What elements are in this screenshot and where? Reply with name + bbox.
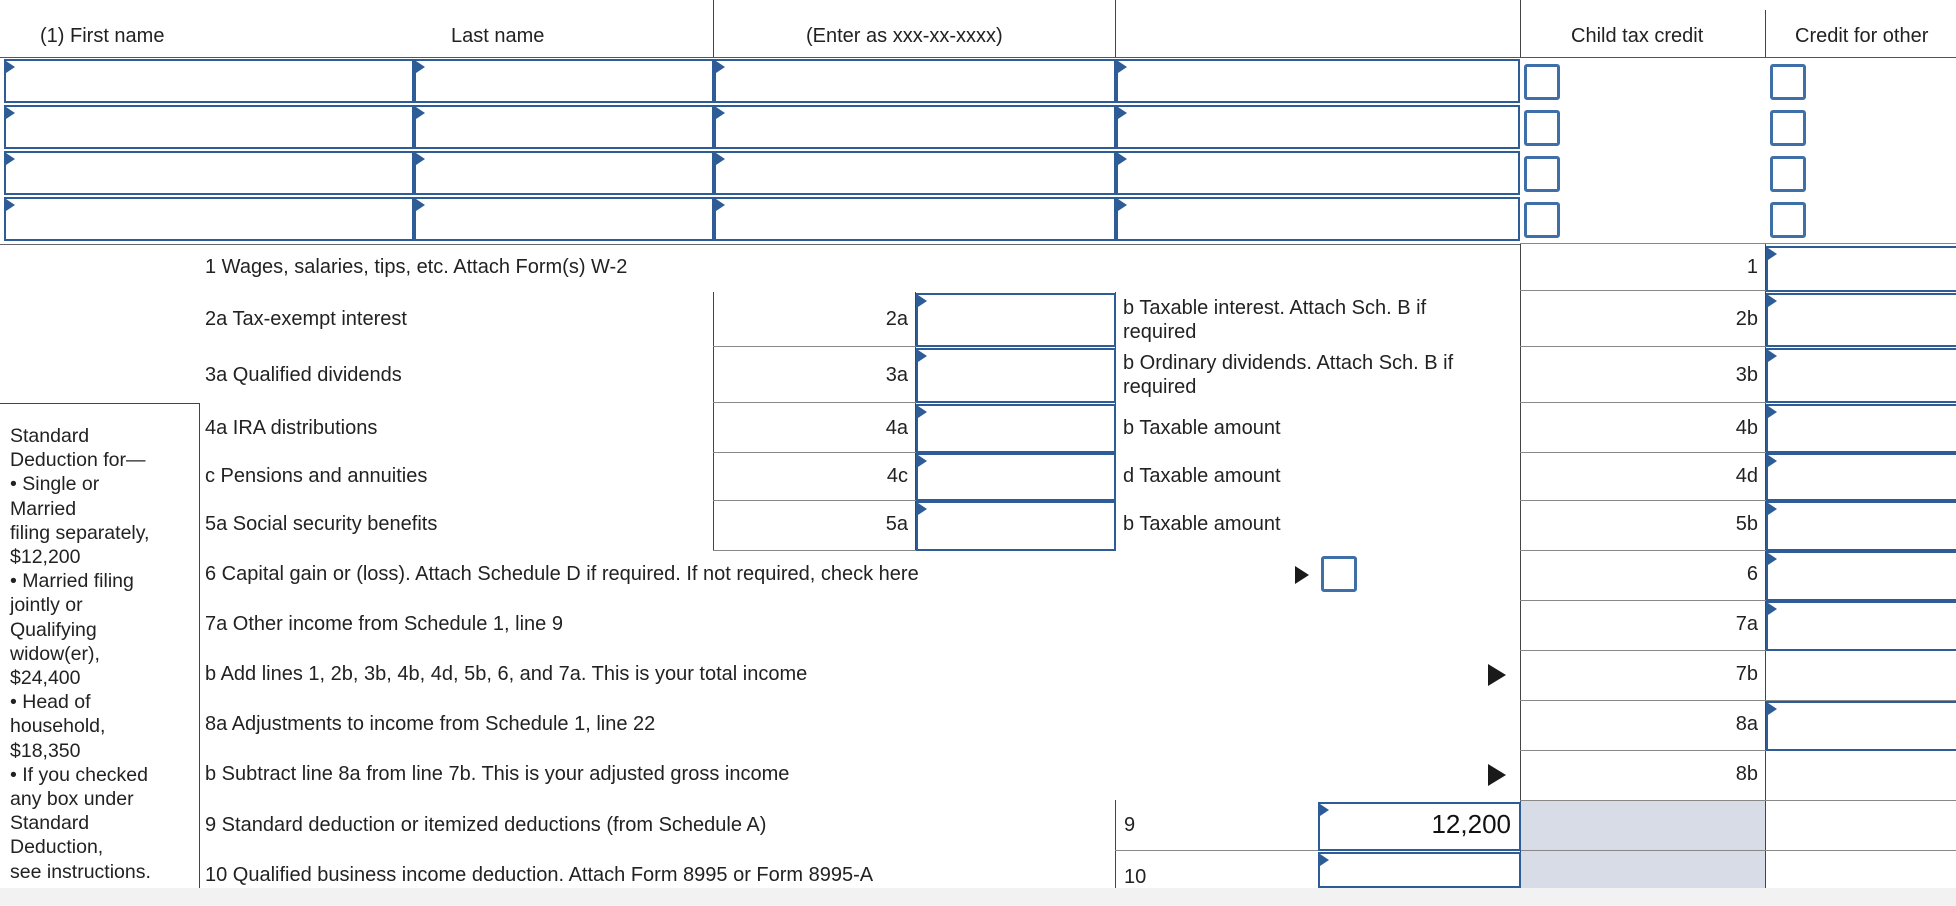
line8b-amount-output bbox=[1766, 751, 1956, 801]
child-tax-credit-checkbox[interactable] bbox=[1524, 64, 1560, 100]
arrow-right-icon bbox=[1488, 764, 1506, 786]
line10-number: 10 bbox=[1124, 866, 1147, 888]
line2a-number: 2a bbox=[885, 308, 908, 330]
child-tax-credit-checkbox[interactable] bbox=[1524, 202, 1560, 238]
line4d-label: d Taxable amount bbox=[1123, 465, 1281, 487]
line10-amount-input[interactable] bbox=[1318, 852, 1521, 888]
dependent-last-name-input[interactable] bbox=[414, 197, 714, 241]
line9-label: 9 Standard deduction or itemized deductions (from Schedule A) bbox=[205, 814, 767, 836]
line4c-number: 4c bbox=[886, 465, 908, 487]
line6-not-required-checkbox[interactable] bbox=[1321, 556, 1357, 592]
line5b-amount-input[interactable] bbox=[1766, 501, 1956, 551]
note-line: widow(er), bbox=[10, 642, 100, 665]
header-ssn-hint: (Enter as xxx-xx-xxxx) bbox=[806, 25, 1003, 47]
note-line: jointly or bbox=[10, 594, 83, 617]
child-tax-credit-checkbox[interactable] bbox=[1524, 110, 1560, 146]
standard-deduction-note bbox=[10, 424, 200, 884]
line4d-number: 4d bbox=[1735, 465, 1758, 487]
note-line: filing separately, bbox=[10, 521, 150, 544]
header-first-name: (1) First name bbox=[40, 25, 165, 47]
note-line: • Married filing bbox=[10, 570, 134, 593]
dependent-first-name-input[interactable] bbox=[4, 59, 414, 103]
line7a-amount-input[interactable] bbox=[1766, 601, 1956, 651]
line2b-label: b Taxable interest. Attach Sch. B if required bbox=[1123, 297, 1427, 343]
arrow-right-icon bbox=[1488, 664, 1506, 686]
dependent-last-name-input[interactable] bbox=[414, 151, 714, 195]
header-child-tax-credit: Child tax credit bbox=[1571, 25, 1704, 47]
line4a-number: 4a bbox=[885, 417, 908, 439]
credit-other-checkbox[interactable] bbox=[1770, 202, 1806, 238]
dependent-last-name-input[interactable] bbox=[414, 59, 714, 103]
dependent-ssn-input[interactable] bbox=[714, 151, 1116, 195]
line3b-number: 3b bbox=[1735, 364, 1758, 386]
line9-amount-input[interactable]: 12,200 bbox=[1318, 802, 1521, 851]
line2b-amount-input[interactable] bbox=[1766, 293, 1956, 347]
line4d-amount-input[interactable] bbox=[1766, 453, 1956, 501]
dependent-first-name-input[interactable] bbox=[4, 151, 414, 195]
note-line: Deduction, bbox=[10, 836, 104, 859]
line3b-label: b Ordinary dividends. Attach Sch. B if required bbox=[1123, 352, 1454, 398]
note-line: Married bbox=[10, 497, 77, 520]
note-line: Qualifying bbox=[10, 618, 97, 641]
line1-amount-input[interactable] bbox=[1766, 246, 1956, 292]
line8b-label: b Subtract line 8a from line 7b. This is your adjusted gross income bbox=[205, 763, 790, 785]
dependent-ssn-input[interactable] bbox=[714, 105, 1116, 149]
page-bottom-strip bbox=[0, 888, 1956, 906]
dependent-ssn-input[interactable] bbox=[714, 197, 1116, 241]
line8b-number: 8b bbox=[1735, 763, 1758, 785]
dependent-first-name-input[interactable] bbox=[4, 105, 414, 149]
line7b-amount-output bbox=[1766, 651, 1956, 701]
header-last-name: Last name bbox=[451, 25, 545, 47]
line8a-label: 8a Adjustments to income from Schedule 1, line 22 bbox=[205, 713, 656, 735]
note-line: Deduction for— bbox=[10, 449, 146, 472]
note-line: • If you checked bbox=[10, 763, 148, 786]
note-line: any box under bbox=[10, 788, 134, 811]
shaded-cell bbox=[1521, 851, 1765, 888]
dependent-relationship-input[interactable] bbox=[1116, 59, 1520, 103]
shaded-cell bbox=[1521, 801, 1765, 850]
line5b-label: b Taxable amount bbox=[1123, 513, 1281, 535]
line4a-amount-input[interactable] bbox=[916, 404, 1116, 453]
credit-other-checkbox[interactable] bbox=[1770, 110, 1806, 146]
line4c-amount-input[interactable] bbox=[916, 453, 1116, 501]
line5b-number: 5b bbox=[1735, 513, 1758, 535]
line4b-label: b Taxable amount bbox=[1123, 417, 1281, 439]
dependent-relationship-input[interactable] bbox=[1116, 151, 1520, 195]
line8a-number: 8a bbox=[1735, 713, 1758, 735]
line5a-number: 5a bbox=[885, 513, 908, 535]
line2a-label: 2a Tax-exempt interest bbox=[205, 308, 407, 330]
credit-other-checkbox[interactable] bbox=[1770, 64, 1806, 100]
note-line: • Head of bbox=[10, 691, 91, 714]
line9-number: 9 bbox=[1124, 814, 1136, 836]
line3b-amount-input[interactable] bbox=[1766, 348, 1956, 403]
line4c-label: c Pensions and annuities bbox=[205, 465, 428, 487]
line7b-label: b Add lines 1, 2b, 3b, 4b, 4d, 5b, 6, and 7a. This is your total income bbox=[205, 663, 808, 685]
line6-number: 6 bbox=[1746, 563, 1758, 585]
credit-other-checkbox[interactable] bbox=[1770, 156, 1806, 192]
child-tax-credit-checkbox[interactable] bbox=[1524, 156, 1560, 192]
line7b-number: 7b bbox=[1735, 663, 1758, 685]
line4a-label: 4a IRA distributions bbox=[205, 417, 378, 439]
dependent-relationship-input[interactable] bbox=[1116, 197, 1520, 241]
line5a-label: 5a Social security benefits bbox=[205, 513, 438, 535]
line2a-amount-input[interactable] bbox=[916, 293, 1116, 347]
note-line: • Single or bbox=[10, 473, 100, 496]
note-line: Standard bbox=[10, 812, 90, 835]
line8a-amount-input[interactable] bbox=[1766, 701, 1956, 751]
dependent-relationship-input[interactable] bbox=[1116, 105, 1520, 149]
note-line: $12,200 bbox=[10, 546, 81, 569]
dependent-ssn-input[interactable] bbox=[714, 59, 1116, 103]
line3a-number: 3a bbox=[885, 364, 908, 386]
note-line: $24,400 bbox=[10, 667, 81, 690]
arrow-right-icon bbox=[1295, 566, 1309, 584]
note-line: $18,350 bbox=[10, 739, 81, 762]
dependent-first-name-input[interactable] bbox=[4, 197, 414, 241]
line3a-amount-input[interactable] bbox=[916, 348, 1116, 403]
line3a-label: 3a Qualified dividends bbox=[205, 364, 402, 386]
line4b-number: 4b bbox=[1735, 417, 1758, 439]
header-credit-other: Credit for other bbox=[1795, 25, 1929, 47]
line1-label: 1 Wages, salaries, tips, etc. Attach Form(s) W-2 bbox=[205, 256, 628, 278]
line6-amount-input[interactable] bbox=[1766, 551, 1956, 601]
line7a-label: 7a Other income from Schedule 1, line 9 bbox=[205, 613, 563, 635]
line10-label: 10 Qualified business income deduction. Attach Form 8995 or Form 8995-A bbox=[205, 864, 874, 886]
line7a-number: 7a bbox=[1735, 613, 1758, 635]
line1-number: 1 bbox=[1746, 256, 1758, 278]
dependent-last-name-input[interactable] bbox=[414, 105, 714, 149]
line2b-number: 2b bbox=[1735, 308, 1758, 330]
note-line: household, bbox=[10, 715, 106, 738]
note-line: see instructions. bbox=[10, 860, 151, 883]
line6-label: 6 Capital gain or (loss). Attach Schedule D if required. If not required, check here bbox=[205, 563, 919, 585]
line4b-amount-input[interactable] bbox=[1766, 404, 1956, 453]
note-line: Standard bbox=[10, 425, 90, 447]
line5a-amount-input[interactable] bbox=[916, 501, 1116, 551]
